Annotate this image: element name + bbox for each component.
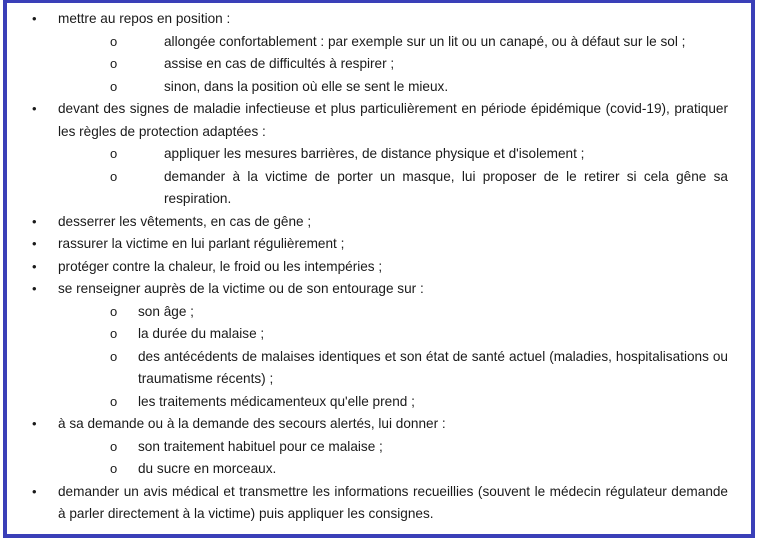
bullet-marker: • xyxy=(32,236,37,251)
sub-list-item-text: son traitement habituel pour ce malaise ; xyxy=(138,438,383,454)
list-item xyxy=(28,256,728,279)
sub-bullet-marker: o xyxy=(110,146,118,161)
sub-bullet-marker: o xyxy=(110,33,118,49)
list-item-text: devant des signes de maladie infectieuse et plus particulièrement en période épidémique (covid-19), pratiquer les règles de protection adaptées : xyxy=(58,101,728,139)
bullet-marker: • xyxy=(32,101,37,116)
sub-bullet-marker: o xyxy=(110,303,118,319)
sub-bullet-marker: o xyxy=(110,461,118,476)
sub-list-item xyxy=(58,166,728,211)
sub-list-item-text: la durée du malaise ; xyxy=(138,326,265,341)
list-item-text: à sa demande ou à la demande des secours alertés, lui donner : xyxy=(58,416,446,431)
sub-list-item xyxy=(58,391,728,414)
sub-bullet-marker: o xyxy=(110,393,118,409)
sub-bullet-marker: o xyxy=(110,348,118,364)
sub-list xyxy=(58,143,728,211)
list-item xyxy=(28,278,728,413)
sub-list-item xyxy=(58,76,728,99)
list-item xyxy=(28,233,728,256)
sub-list-item-text: des antécédents de malaises identiques et son état de santé actuel (maladies, hospitalisations ou traumatisme récents) ; xyxy=(138,348,728,386)
sub-list-item-text: assise en cas de difficultés à respirer ; xyxy=(164,56,395,71)
list-item-text: protéger contre la chaleur, le froid ou les intempéries ; xyxy=(58,258,383,274)
sub-list-item-text: demander à la victime de porter un masque, lui proposer de le retirer si cela gêne sa respiration. xyxy=(164,168,728,206)
sub-list xyxy=(58,31,728,99)
sub-list-item-text: allongée confortablement : par exemple sur un lit ou un canapé, ou à défaut sur le sol ; xyxy=(164,33,686,49)
list-item xyxy=(28,413,728,481)
list-item xyxy=(28,211,728,234)
sub-list-item-text: appliquer les mesures barrières, de distance physique et d'isolement ; xyxy=(164,146,585,161)
sub-list-item xyxy=(58,436,728,459)
sub-list-item xyxy=(58,346,728,391)
list-item xyxy=(28,481,728,526)
bullet-marker: • xyxy=(32,281,37,296)
list-item xyxy=(28,8,728,98)
sub-bullet-marker: o xyxy=(110,438,118,454)
sub-list-item xyxy=(58,53,728,76)
sub-list-item xyxy=(58,458,728,481)
bullet-list xyxy=(28,8,728,526)
sub-bullet-marker: o xyxy=(110,326,118,341)
sub-list xyxy=(58,301,728,414)
sub-list-item-text: du sucre en morceaux. xyxy=(138,461,277,476)
bullet-marker: • xyxy=(32,416,37,431)
list-item xyxy=(28,98,728,211)
bullet-marker: • xyxy=(32,483,37,499)
sub-list-item xyxy=(58,31,728,54)
sub-list-item xyxy=(58,301,728,324)
sub-list-item-text: les traitements médicamenteux qu'elle prend ; xyxy=(138,393,415,409)
list-item-text: rassurer la victime en lui parlant régulièrement ; xyxy=(58,236,345,251)
sub-bullet-marker: o xyxy=(110,78,118,94)
sub-bullet-marker: o xyxy=(110,168,118,184)
sub-list xyxy=(58,436,728,481)
list-item-text: desserrer les vêtements, en cas de gêne ; xyxy=(58,213,312,229)
sub-bullet-marker: o xyxy=(110,56,118,71)
sub-list-item xyxy=(58,143,728,166)
sub-list-item xyxy=(58,323,728,346)
bullet-marker: • xyxy=(32,213,37,229)
sub-list-item-text: sinon, dans la position où elle se sent le mieux. xyxy=(164,78,449,94)
bullet-marker: • xyxy=(32,11,37,26)
document-content xyxy=(28,8,728,526)
list-item-text: se renseigner auprès de la victime ou de son entourage sur : xyxy=(58,281,424,296)
bullet-marker: • xyxy=(32,258,37,274)
list-item-text: mettre au repos en position : xyxy=(58,11,231,26)
sub-list-item-text: son âge ; xyxy=(138,303,194,319)
list-item-text: demander un avis médical et transmettre les informations recueillies (souvent le médecin régulateur demande à parler directement à la victime) puis appliquer les consignes. xyxy=(58,483,728,521)
